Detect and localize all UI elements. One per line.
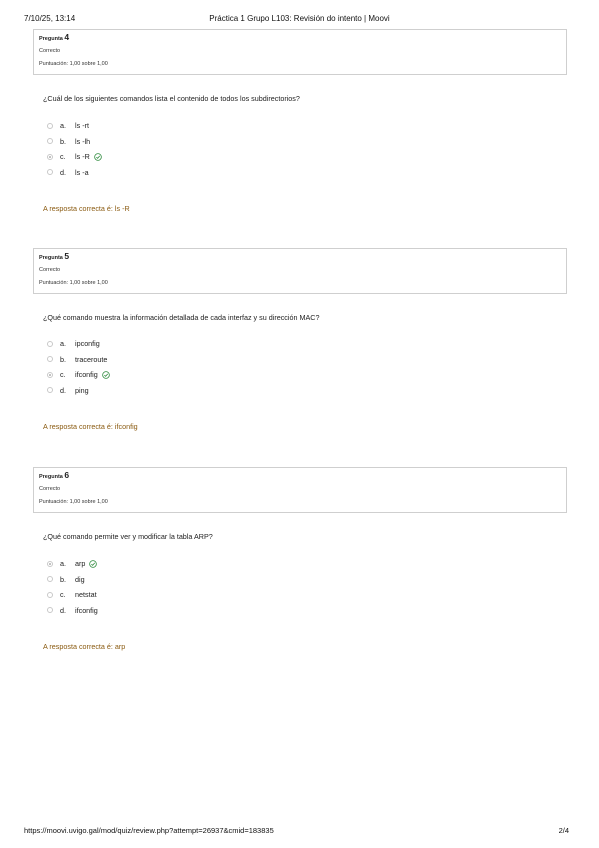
answer-letter: a.: [60, 121, 66, 131]
radio-button[interactable]: [47, 576, 53, 582]
radio-button[interactable]: [47, 356, 53, 362]
check-circle-icon: [89, 560, 97, 568]
right-answer-feedback: A resposta correcta é: ifconfig: [43, 422, 138, 431]
question-state: Correcto: [39, 267, 61, 273]
question-text: ¿Qué comando muestra la información detallada de cada interfaz y su dirección MAC?: [43, 313, 320, 322]
radio-button[interactable]: [47, 387, 53, 393]
answer-letter: b.: [60, 354, 66, 364]
radio-button[interactable]: [47, 592, 53, 598]
answer-option[interactable]: [47, 572, 98, 588]
answer-letter: c.: [60, 370, 66, 380]
answer-list: [47, 556, 98, 618]
question-grade: Puntuación: 1,00 sobre 1,00: [39, 499, 108, 505]
answer-option[interactable]: [47, 134, 102, 150]
answer-text: traceroute: [75, 354, 108, 364]
answer-option[interactable]: [47, 118, 102, 134]
question-text: ¿Cuál de los siguientes comandos lista el contenido de todos los subdirectorios?: [43, 94, 300, 103]
answer-option-selected[interactable]: [47, 556, 98, 572]
answer-letter: c.: [60, 590, 66, 600]
answer-letter: d.: [60, 385, 66, 395]
question-text: ¿Qué comando permite ver y modificar la tabla ARP?: [43, 532, 213, 541]
answer-letter: a.: [60, 559, 66, 569]
answer-text: ping: [75, 385, 89, 395]
answer-letter: d.: [60, 167, 66, 177]
print-url: https://moovi.uvigo.gal/mod/quiz/review.php?attempt=26937&cmid=183835: [24, 826, 274, 835]
question-number: Pregunta 6: [39, 470, 70, 480]
question-info: [33, 248, 567, 294]
answer-text: netstat: [75, 590, 97, 600]
question-number: Pregunta 5: [39, 251, 70, 261]
answer-text: arp: [75, 559, 86, 569]
answer-list: [47, 118, 102, 180]
answer-letter: a.: [60, 339, 66, 349]
right-answer-feedback: A resposta correcta é: ls -R: [43, 204, 130, 213]
radio-button-checked[interactable]: [47, 372, 53, 378]
print-title: Práctica 1 Grupo L103: Revisión do intento | Moovi: [209, 14, 390, 23]
answer-text: ls -a: [75, 167, 89, 177]
answer-text: ls -lh: [75, 136, 91, 146]
answer-option[interactable]: [47, 165, 102, 181]
question-number: Pregunta 4: [39, 32, 70, 42]
answer-option[interactable]: [47, 336, 110, 352]
radio-button[interactable]: [47, 607, 53, 613]
check-circle-icon: [94, 153, 102, 161]
answer-option[interactable]: [47, 587, 98, 603]
question-info: [33, 29, 567, 75]
radio-button[interactable]: [47, 138, 53, 144]
question-grade: Puntuación: 1,00 sobre 1,00: [39, 280, 108, 286]
page-number: 2/4: [558, 826, 569, 835]
right-answer-feedback: A resposta correcta é: arp: [43, 642, 126, 651]
answer-text: dig: [75, 574, 85, 584]
answer-text: ifconfig: [75, 370, 98, 380]
answer-letter: b.: [60, 136, 66, 146]
question-state: Correcto: [39, 486, 61, 492]
answer-letter: b.: [60, 574, 66, 584]
answer-text: ls -R: [75, 152, 90, 162]
answer-letter: d.: [60, 605, 66, 615]
question-state: Correcto: [39, 48, 61, 54]
check-circle-icon: [102, 371, 110, 379]
answer-option-selected[interactable]: [47, 367, 110, 383]
answer-text: ifconfig: [75, 605, 98, 615]
radio-button[interactable]: [47, 123, 53, 129]
answer-option[interactable]: [47, 383, 110, 399]
question-grade: Puntuación: 1,00 sobre 1,00: [39, 61, 108, 67]
question-info: [33, 467, 567, 513]
answer-list: [47, 336, 110, 398]
radio-button[interactable]: [47, 341, 53, 347]
radio-button[interactable]: [47, 169, 53, 175]
answer-option[interactable]: [47, 603, 98, 619]
answer-option-selected[interactable]: [47, 149, 102, 165]
answer-text: ipconfig: [75, 339, 100, 349]
radio-button-checked[interactable]: [47, 154, 53, 160]
print-datetime: 7/10/25, 13:14: [24, 14, 76, 23]
answer-option[interactable]: [47, 352, 110, 368]
answer-letter: c.: [60, 152, 66, 162]
radio-button-checked[interactable]: [47, 561, 53, 567]
answer-text: ls -rt: [75, 121, 89, 131]
